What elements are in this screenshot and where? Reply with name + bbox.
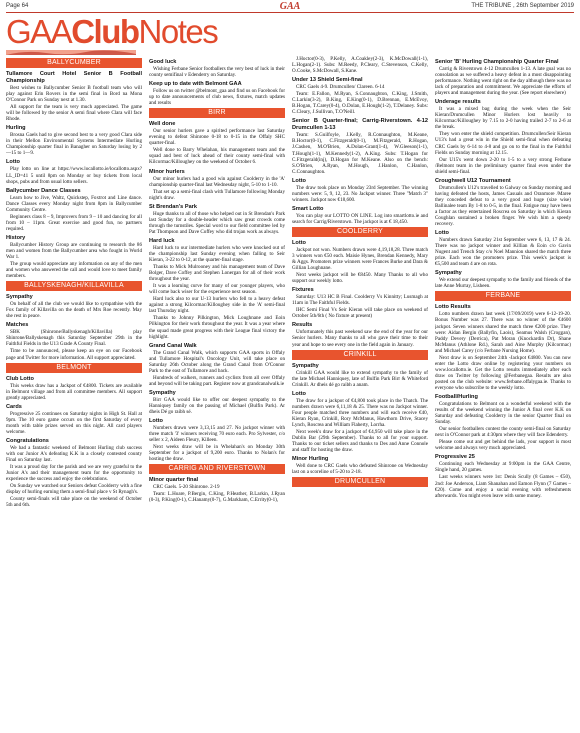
section-label: GAA [279,1,301,12]
item-paragraph: Unfortunately this past weekend saw the end of the year for our Senior hurlers. Many thanks to all who gave their time to their year and hope to see every one in the field again in January. [292,329,428,348]
item-paragraph: Team: L.Hoare, P.Bergin, C.King, P.Heather, B.Larkin, J.Ryan (0-3), P.King(0-1), C.Hanamy(0-7), G.Markham, C.Errity(0-1), [149,491,285,504]
column-2 [149,56,285,728]
item-paragraph: They won enter the shield competition. Drumcullen/Seir Kieran U13's had a great win in the Shield semi-final when defeating CRC Gaels by 6-14 to 4-8 and go on to the final in the Faithful Fields on Sunday morning at 12.15. [435,131,571,156]
page-number: Page 64 [6,3,29,9]
item-heading: Cards [6,403,22,410]
item-heading: Results [292,322,313,329]
item-paragraph: This weeks draw has a Jackpot of €4800. Tickets are available in Belmont village and from all committee members. All support greatly appreciated. [6,382,142,401]
item-heading: Progressive 25 [435,454,475,461]
item-paragraph: SBK (Shinrone/Ballyskenagh/Killavilla) play Shinrone/Ballyskenagh this Saturday September 29th in the Faithful Fields in the U13 Grade A County Final. [6,329,142,348]
item-paragraph: Hard luck also to our U-13 hurlers who fell to a heavy defeat against a strong Kilcormac/Killoughey side in the 'A' semi-final last Thursday night. [149,296,285,315]
column-4 [435,56,571,728]
item-heading: Good luck [149,59,177,65]
item-paragraph: We extend our deepest sympathy to the family and friends of the late Anne Murray, Lisheen. [435,277,571,290]
item-paragraph: County semi-finals will take place on the weekend of October 5th and 6th. [6,496,142,509]
item-heading: Hard luck [149,237,175,244]
item-heading: Lotto [292,390,306,397]
item-paragraph: Follow us on twitter @belmont_gaa and find us on Facebook for up to date announcements of club news, fixtures, match updates and results [149,88,285,107]
item-paragraph: Saturday: U13 HC B Final. Coolderry Vs Kinnitty; Lusmagh at 11am in The Faithful Fields. [292,294,428,307]
club-section-banner: DRUMCULLEN [292,477,428,487]
item-paragraph: Well done to CRC Gaels who defeated Shinrone on Wednesday last on a scoreline of 5-20 to 2-18. [292,463,428,476]
item-paragraph: Hundreds of walkers, runners and cyclists from all over Offaly and beyond will be taking part. Register now at grandcanalwalk.ie [149,374,285,387]
item-paragraph: Progressive 25 continues on Saturday nights in High St. Hall at 9pm. The 10 euro game occurs on the first Saturday of every month with table prizes served on this night. All card players welcome. [6,410,142,435]
item-heading: Sympathy [292,362,319,369]
item-paragraph: CRC Gaels 4-9. Drumcullen/ Clareen. 6-14 [296,84,385,91]
masthead-part-notes: Notes [138,13,218,50]
item-paragraph: Jackpot not won. Numbers drawn were 4,19,18,28. Three match 3 winners won €50 each. Maisie Hynes, Brendan Kennedy, Mary & Aggs. Promoters prize winners were Frances Burke and Dara & Gillian Loughnane. [292,246,428,272]
item-paragraph: Next week's draw for a jackpot of €4,950 will take place in the Dublin Bar (29th September). Thanks to all for your support. Thanks to our ticket sellers and thanks to Des and Anne Connole and staff for hosting the draw. [292,428,428,454]
item-paragraph: Numbers drawn Saturday 21st September were 6, 13, 17 & 24. There was no jackpot winner and Killian & Eoin c/o Gavin Nugent and Trench Stay c/o Noel Mannion shared the match three prize. Each won the promoters prize. This week's jackpot is €5,500 and team 4 are on rota. [435,237,571,268]
item-paragraph: It was a mixed bag during the week when the Seir Kieran/Drumcullen Minor Hurlers lost heavily to Kilcormac/Killoughey by 7.15 to 2-0 having trailed 2-7 to 2-6 at the break. [435,106,571,131]
item-paragraph: Learn how to Jive, Waltz, Quickstep, Foxtrot and Line dance. Dance Classes every Monday night from 8pm in Ballycumber Community Centre. [6,194,142,213]
item-paragraph: Well done to Barry Whelahan, his management team and the squad and best of luck ahead of their county semi-final with Kilcormac/Killoughey on the weekend of October 6. [149,147,285,166]
item-paragraph: It was a learning curve for many of our younger players, who will come back wiser for the experience next season. [149,283,285,296]
item-paragraph: All support for the team is very much appreciated. The game will be followed by the senior A semi final where Clara will face Rhode. [6,104,142,123]
item-heading: Tullamore Court Hotel Senior B Football Championship [6,71,142,84]
club-section-banner: CARRIG AND RIVERSTOWN [149,464,285,474]
item-heading: Croughwell U12 Tournament [435,177,511,184]
item-heading: Minor quarter final [149,477,199,484]
item-paragraph: IHC Semi Final Vs Seir Kieran will take place on weekend of October 5th/6th ( No fixture at present) [292,307,428,320]
item-paragraph: Birr GAA would like to offer our deepest sympathy to the Hanniquey family on the passing of Michael (Bulfin Park). Ar dheis Dé go raibh sé. [149,396,285,415]
item-heading: St Brendan's Park [149,203,197,210]
item-paragraph: Lotto numbers drawn last week (17/09/2019) were 6-12-19-20. Bonus Number was 27. There was no winner of the €4600 jackpot. Seven winners shared the match three €200 prize. They were: Aidan Bergin (Ballyfin, Laois), Seamus Walsh (Croggan), Paddy Devery (Derrica), Pat Moran (Knockardin Dr), Shane McManus (Athlone Rd.), Sarah and Aine Murphy (Kilcormac) and Michael Carey (c/o Ferbane Nursing Home). [435,311,571,354]
item-paragraph: Time to be announced, please keep an eye on our Facebook page and Twitter for more information. All support appreciated. [6,348,142,361]
item-paragraph: Our senior hurlers gave a spirited performance last Saturday evening to defeat Shinrone 0-18 to 0-15 in the Offaly SHC quarter-final. [149,128,285,147]
item-paragraph: Team: E.Fallon, M.Ryan, S.Connaughton, C.King, J.Smith, C.Larkin(3-2), B.King, E.King(0-1), D.Brennan, E.McEvoy, B.Hogan, T.Carey(0-4), O.Dolan, E.Hough(1-2), T.Delaney. Subs: C.Cleary, J.Sullivan, T.O'Neill. [292,91,428,116]
item-paragraph: Last weeks winners were 1st: Denis Scully (8 Games – €50), 2nd: Joe Anderson, Liam Shanahan and Eamon Flynn (7 Games – €20). Come and enjoy a social evening with refreshments afterwards. You might even leave with some money. [435,474,571,499]
item-paragraph: Beginners class 8 – 9, Improvers from 9 – 10 and dancing for all from 10 – 11pm. Great exercise and good fun, no partners required. [6,213,142,232]
item-paragraph: The draw took place on Monday 23rd September. The winning numbers were: 5, 9, 12, 23. No Jackpot winner. Three "Match 3" winners. Jackpot now €18,600. [292,184,428,203]
item-paragraph: On Sunday we watched our Seniors defeat Coolderry with a fine display of hurling earning them a semi-final place v St Rynagh's. [6,483,142,496]
item-paragraph: J.Hoctor(0-3), P.Kelly, A.Coakley(2-3), K.McDowall(1-1), L.Hogan(2-1). Subs: M.Reedy, P.Cleary, C.Stevenson, C.Kelly, O.Cooke, S.McDowall, S.Kane. [292,56,428,75]
item-heading: Congratulations [6,437,49,444]
item-paragraph: We had a fantastic weekend of Belmont Hurling club success with our Junior A's defeating K.K in a closely contested county Final on Saturday last. [6,444,142,463]
item-heading: Minor hurlers [149,168,185,175]
item-paragraph: CRC Gaels. 5-20 Shinrone. 2-19 [153,484,220,491]
masthead-part-club: Club [71,13,139,50]
item-paragraph: You can play our LOTTO ON LINE. Log into smartlotto.ie and search for Carrig/Riverstown. The jackpot is at € 18,450. [292,212,428,225]
item-paragraph: Play lotto on line at https://www.locallotto.ie/locallotto.aspx?LL_ID=41 5 until 8pm on Monday or buy tickets from local shops, pubs and from usual lotto sellers. [6,166,142,185]
item-heading: Grand Canal Walk [149,342,197,349]
item-heading: Matches [6,322,29,329]
item-paragraph: Carrig & Riverstown 4-12 Drumcullen 1-13. A late goal was no consolation as we suffered a heavy defeat in a most disappointing performance. Nothing went right on the day although there was no lack of preparation and commitment. We appreciate the efforts of players and management during the year. (See report elsewhere) [435,66,571,97]
item-heading: Minor Hurling [292,456,329,463]
item-heading: Senior 'B' Hurling Championship Quarter Final [435,59,559,65]
item-paragraph: That set up a semi-final clash with Tullamore following Monday night's draw. [149,188,285,201]
item-paragraph: Drumcullen's U12's travelled to Galway on Sunday morning and having defeated the hosts, James Casuals and Oranmore /Maree they conceded defeat to a very good and huge (size wise) Ballinalee team By 1-8 to 0-5, in the final. Fatigue may have been a factor as they entertained Roscrea on Saturday in which Kieran Coughlan sustained a broken finger. We wish him a speedy recovery. [435,184,571,228]
item-heading: Sympathy [435,270,462,277]
item-paragraph: Congratulations to Belmont on a wonderful weekend with the results of the weekend winning the Junior A final over K.K on Saturday and defeating Coolderry in the senior Quarter final on Sunday. [435,401,571,426]
club-section-banner: CRINKILL [292,350,428,360]
item-heading: Football/Hurling [435,394,478,401]
item-heading: Well done [149,121,176,128]
club-section-banner: BALLYCUMBER [6,58,142,68]
item-paragraph: Our U15's went down 2-20 to 1-5 to a very strong Ferbane /Belmont team in the preliminary quarter final even under the shield semi-final. [435,156,571,175]
item-heading: Lotto [292,239,306,246]
issue-date: THE TRIBUNE , 26th September 2019 [471,3,574,9]
item-heading: Lotto [292,177,306,184]
article-columns [6,56,574,728]
item-paragraph: The Grand Canal Walk, which supports GAA sports in Offaly and Tullamore Hospital's Oncology Unit, will take place on Saturday 26th October along the Grand Canal from O'Connor Park to the east of Tullamore and back. [149,349,285,374]
item-heading: Sympathy [6,294,33,301]
masthead-underline-graphic [6,50,136,55]
item-paragraph: Hard luck to our intermediate hurlers who were knocked out of the championship last Sunday evening when falling to Seir Kieran, 3-22 to 0-12, at the quarter-final stage. [149,244,285,263]
item-heading: Senior B Quarter-final; Carrig-Riverstown. 4-12 Drumcullen 1-13 [292,118,428,132]
item-paragraph: Our senior footballers contest the county semi-final on Saturday next in O'Connor park at 4:30pm where they will face Edenderry. [435,426,571,439]
item-paragraph: Next weeks draw will be in Whelahan's on Monday 30th September for a jackpot of 9,200 euro. Thanks to Nolan's for hosting the draw. [149,444,285,463]
item-heading: Smart Lotto [292,205,324,212]
item-heading: Lotto [435,230,449,237]
item-heading: Keep up to date with Belmont GAA [149,81,242,88]
item-paragraph: Ballycumber History Group are continuing to research the 86 men and women from the Ballycumber area who fought in World War 1. [6,241,142,260]
item-paragraph: Wishing Ferbane Senior footballers the very best of luck in their county semifinal v Edenderry on Saturday. [149,66,285,79]
item-paragraph: Crinkill GAA would like to extend sympathy to the family of the late Michael Hanniquey, late of Bulfin Park Birr & Whiteford Crinkill. Ar dheis dé go raibh a anam. [292,369,428,388]
item-paragraph: Continuing each Wednesday at 9:00pm in the GAA Centre, Single hand, 20 games. [435,461,571,474]
item-heading: Underage results [435,99,481,106]
item-paragraph: The draw for a jackpot of €4,800 took place in the Thatch. The numbers drawn were 6,11,18 & 25. There was no Jackpot winner. Four people matched three numbers and will each receive €40, Kieran Ryan, Crinkill, Rory McManus, Hawthorn Drive, Stacey Lynch, Roscrea and William Flaherty, Lorrha. [292,397,428,428]
item-paragraph: Thanks to Mick Mulrooney and his management team of Dave Bolger, Dave Coffey and Stephen Lonergan for all of their work throughout the year. [149,264,285,283]
item-heading: Lotto Results [435,304,471,311]
item-heading: Lotto [149,418,163,425]
item-paragraph: Brosna Gaels had to give second best to a very good Clara side in their Mellon Environmental Systems Intermediate Hurling Championship quarter final in Banagher on Saturday losing by 2—15 to 1—9. [6,132,142,157]
item-paragraph: It was a proud day for the parish and we are very grateful to the Junior A's and their management team for the opportunity to experience the success and enjoy the celebrations. [6,464,142,483]
item-paragraph: Our minor hurlers had a good win against Coolderry in the 'A' championship quarter-final last Wednesday night, 5-10 to 1-10. [149,175,285,188]
item-paragraph: Thanks to Johnny Pilkington, Mick Loughnane and Eoin Pilkington for their work throughout the year. It was a year where the squad made great progress with their League final victory the highlight. [149,315,285,340]
club-section-banner: BALLYSKENAGH/KILLAVILLA [6,281,142,291]
item-paragraph: Numbers drawn were 3,13,15 and 27. No jackpot winner with three match '3' winners receiving 70 euro each. Pro Sylvester, c/o seller x 2, Aideen Fleury, Killeen. [149,425,285,444]
item-paragraph: Next weeks jackpot will be €8450. Many Thanks to all who support our weekly lotto. [292,272,428,285]
club-section-banner: FERBANE [435,291,571,301]
column-1 [6,56,142,728]
club-section-banner: BELMONT [6,363,142,373]
item-heading: History [6,234,26,241]
club-section-banner: COOLDERRY [292,227,428,237]
item-heading: Ballycumber Dance Classes [6,187,81,194]
item-heading: Fixtures [292,287,314,294]
item-heading: Under 13 Shield Semi-final [292,77,363,84]
item-paragraph: On behalf of all the club we would like to sympathise with the Fox family of Killavilla on the death of Mrs Roe recently. May she rest in peace. [6,301,142,320]
item-paragraph: The group would appreciate any information on any of the men and women who answered the call and would love to meet family members. [6,261,142,280]
item-paragraph: Best wishes to Ballycumber Senior B football team who will play against Erin Rovers in the semi final in Bord na Mona O'Connor Park on Sunday next at 1.30. [6,85,142,104]
masthead-title [6,14,217,50]
item-paragraph: Next draw is on September 24th -Jackpot €4800. You can now enter the Lotto draw online by registering your numbers on www.locallotto.ie. Get the Lotto results immediately after each draw on Twitter by following @Ferbanegaa. Results are also posted on the club website: www.ferbane.offalygaa.ie. Thanks to everyone who subscribe to the weekly lotto. [435,354,571,391]
item-heading: Club Lotto [6,375,34,382]
club-section-banner: BIRR [149,108,285,118]
item-heading: Sympathy [149,389,176,396]
item-paragraph: Please come out and get behind the lads, your support is most welcome and always very much appreciated. [435,439,571,452]
item-heading: Lotto [6,159,20,166]
page-header [6,2,574,12]
column-3 [292,56,428,728]
item-paragraph: Huge thanks to all of those who helped out in St Brendan's Park last Sunday for a double-header which saw great crowds come through the turnstiles. Special word to our field committee led by Pat Thompson and Dave Coffey who did trojan work as always. [149,210,285,235]
item-paragraph: Team: S.Guilfoyle, J.Kelly, R.Connaughton, M.Keane, B.Hoctor(0-1), C.Fitzgerald(0-1), M.Fitzgerald, R.Hogan, J.Cashen, M.O'Brien, A.Dolan-Grant(1-4), W.Gleeson(1-1), T.Hough(1-1), M.Kennedy(1-2), A.King. Subs: T.Hogan for C.Fitzgerald(inj), D.Hogan for M.Keane. Also on the bench: S.O'Brien, A.Ryan, M.Hough, J.Hanlon, C.Hanlon, C.Connaughton. [292,132,428,175]
item-heading: Hurling [6,125,26,132]
masthead-part-gaa: GAA [6,13,72,50]
